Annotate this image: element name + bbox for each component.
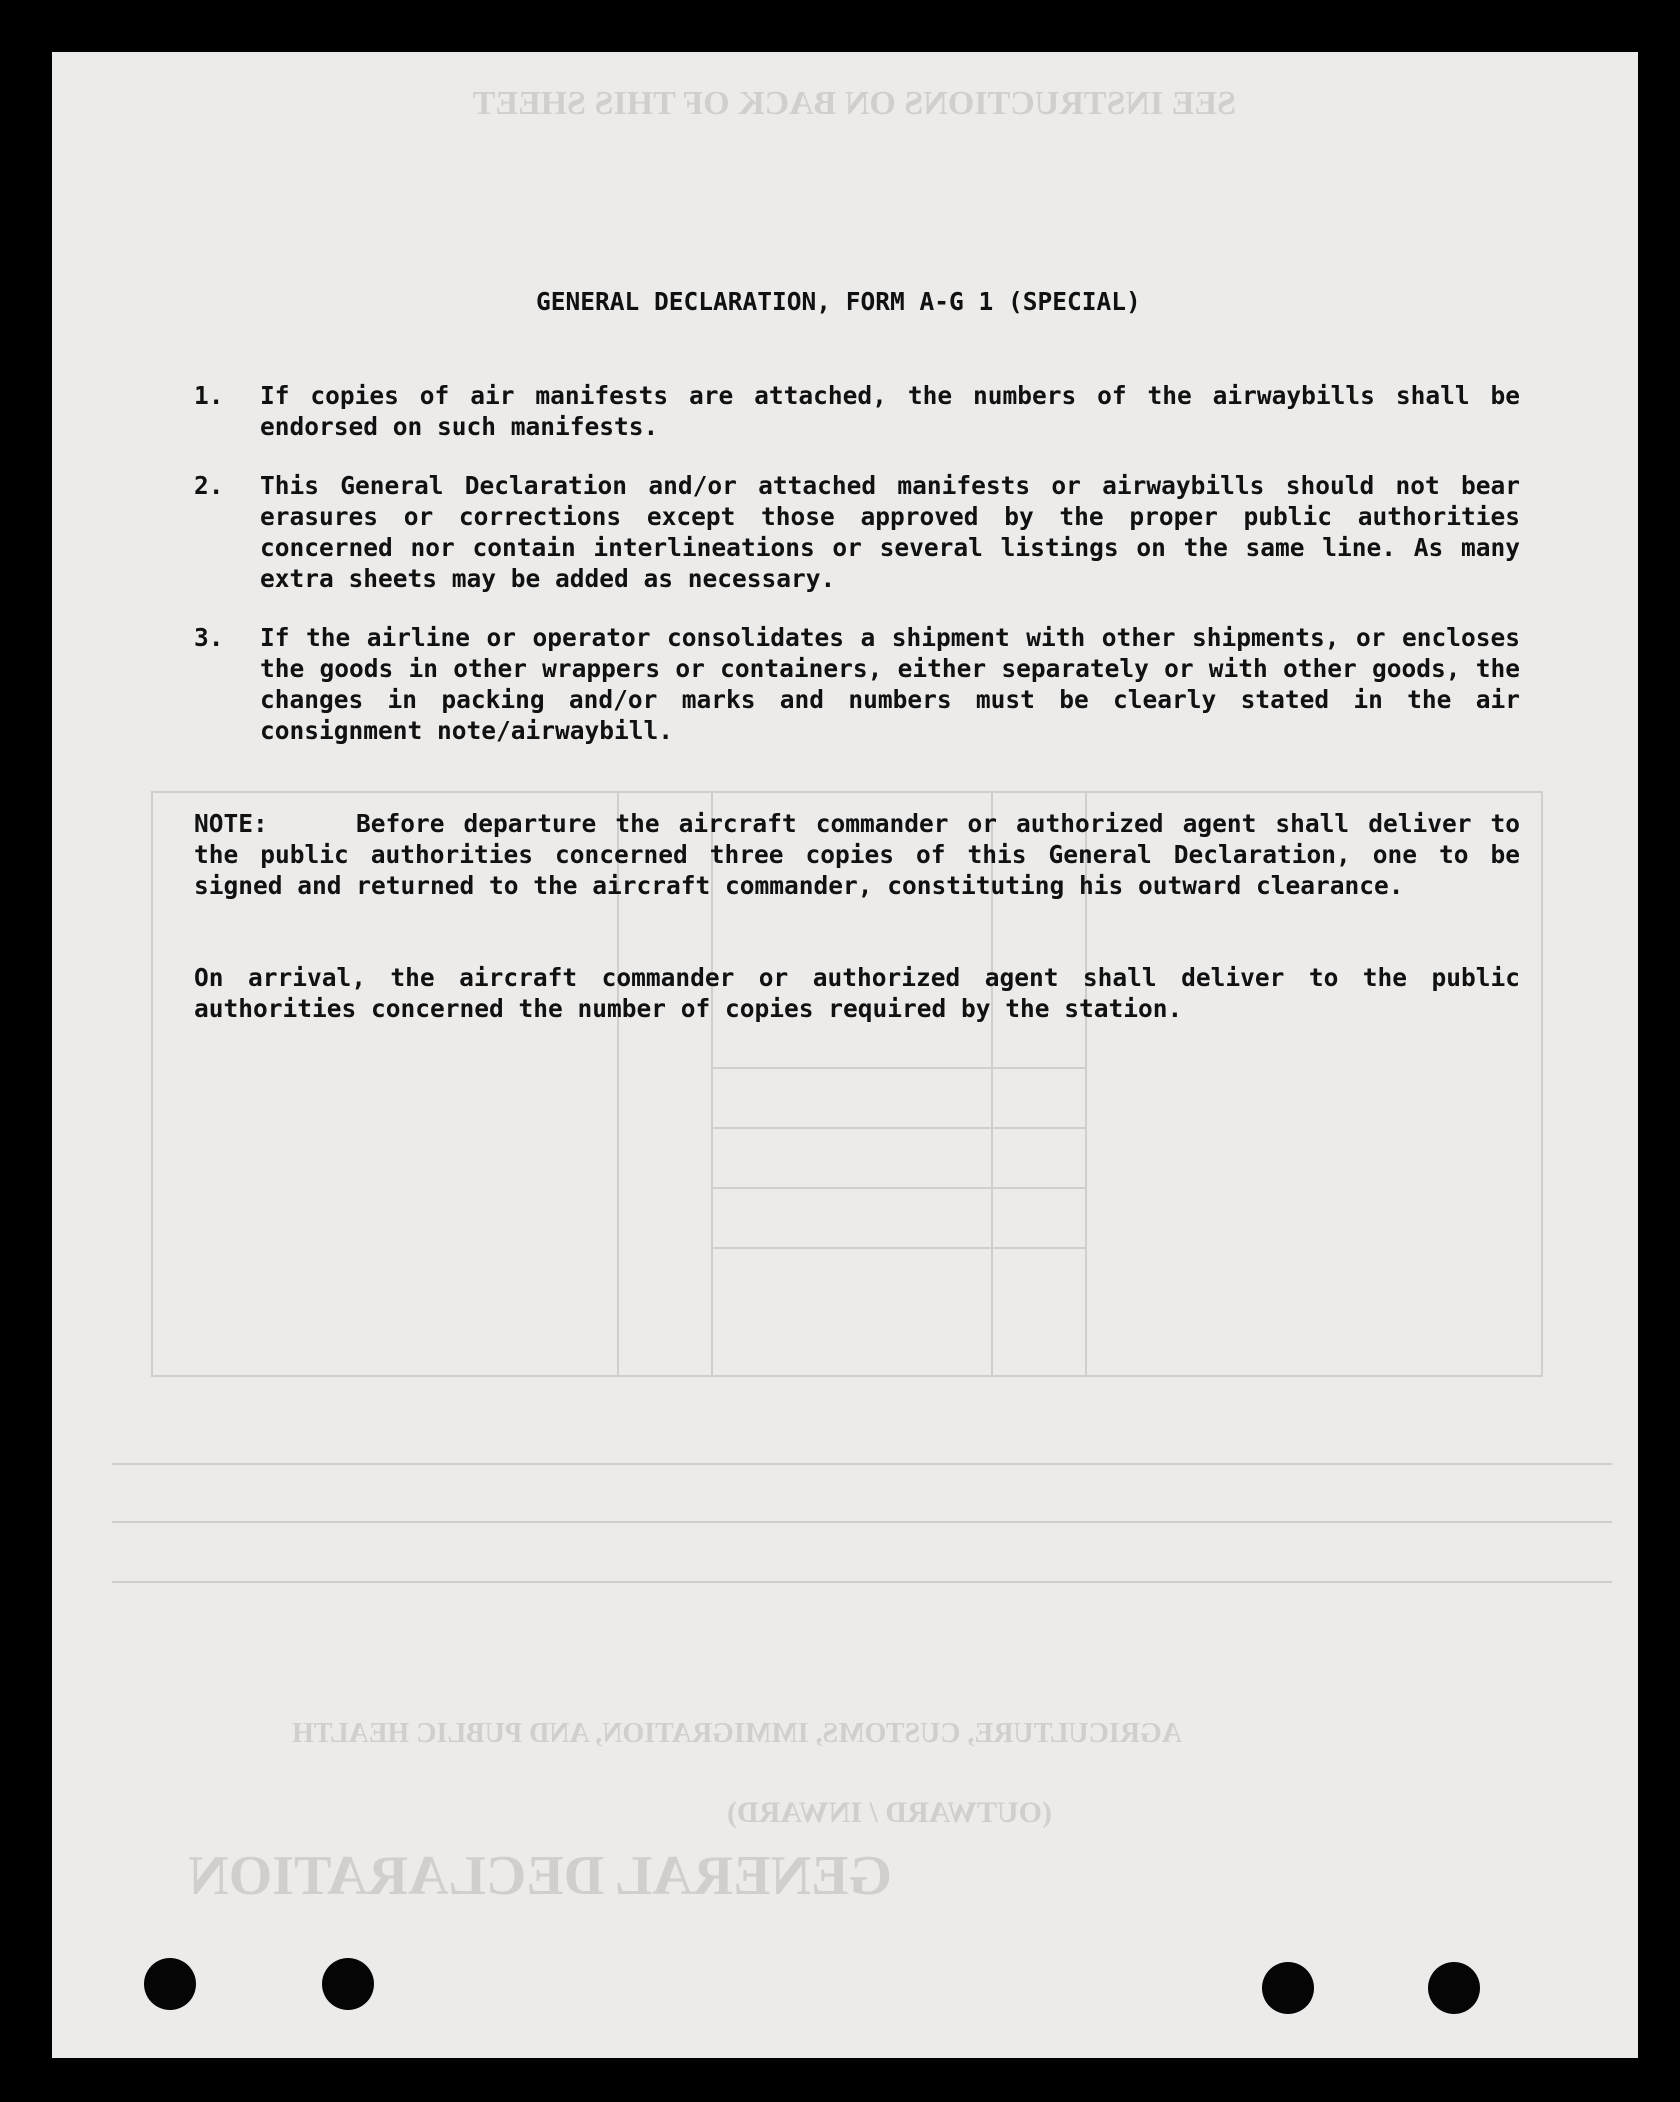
- note-paragraph: [194, 808, 1520, 901]
- instruction-number: 2.: [194, 471, 224, 500]
- paper-sheet: [52, 52, 1638, 2058]
- instruction-text: If the airline or operator consolidates a shipment with other shipments, or encloses the goods in other wrappers or containers, either separately or with other goods, the changes in packing and/or marks and numbers must be clearly stated in the air consignment note/airwaybill.: [260, 623, 1520, 745]
- document-title: GENERAL DECLARATION, FORM A-G 1 (SPECIAL): [536, 287, 1141, 316]
- bleed-through-form-title: GENERAL DECLARATION: [188, 1845, 892, 1907]
- note-text: Before departure the aircraft commander or authorized agent shall deliver to the public authorities concerned three copies of this General Declaration, one to be signed and returned to the aircraft commander, constituting his outward clearance.: [194, 809, 1520, 900]
- instruction-text: If copies of air manifests are attached, the numbers of the airwaybills shall be endorsed on such manifests.: [260, 381, 1520, 441]
- punch-hole: [1428, 1962, 1480, 2014]
- bleed-through-subtitle: (OUTWARD / INWARD): [726, 1796, 1052, 1829]
- punch-hole: [322, 1958, 374, 2010]
- bleed-through-header: SEE INSTRUCTIONS ON BACK OF THIS SHEET: [472, 85, 1236, 122]
- punch-hole: [1262, 1962, 1314, 2014]
- note-label: NOTE:: [194, 809, 268, 838]
- bleed-through-agencies: AGRICULTURE, CUSTOMS, IMMIGRATION, AND PUBLIC HEALTH: [292, 1718, 1182, 1749]
- arrival-paragraph: On arrival, the aircraft commander or authorized agent shall deliver to the public authorities concerned the number of copies required by the station.: [194, 963, 1520, 1023]
- instruction-number: 3.: [194, 623, 224, 652]
- instruction-text: This General Declaration and/or attached manifests or airwaybills should not bear erasures or corrections except those approved by the proper public authorities concerned nor contain interlineations or several listings on the same line. As many extra sheets may be added as necessary.: [260, 471, 1520, 593]
- instruction-number: 1.: [194, 381, 224, 410]
- punch-hole: [144, 1958, 196, 2010]
- bleed-through-layer: [52, 52, 1638, 2058]
